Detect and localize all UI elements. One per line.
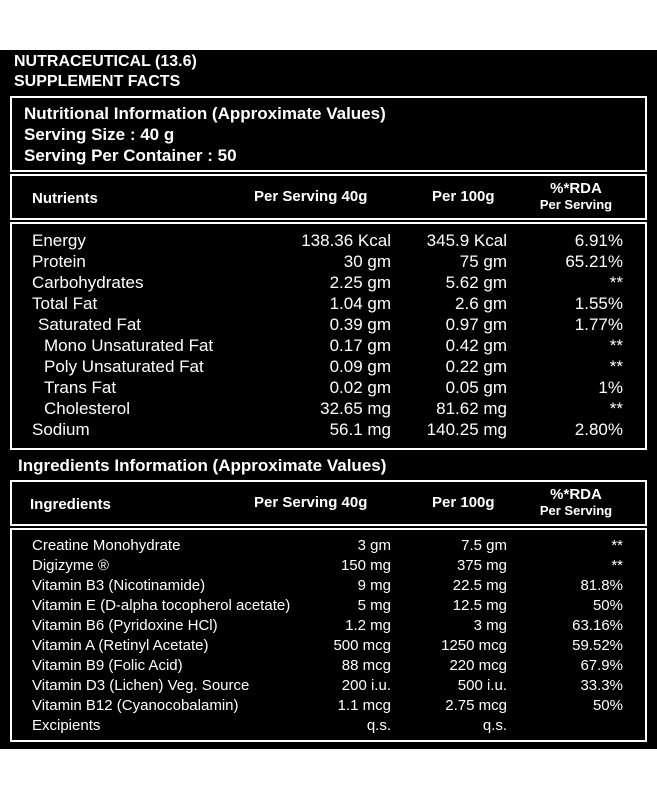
rda-value: 6.91%	[574, 231, 623, 250]
per-100g-value: 12.5 mg	[452, 597, 507, 614]
per-serving-value: 0.39 gm	[329, 315, 391, 334]
per-100g-value: 2.75 mcg	[445, 697, 507, 714]
ingredients-header-box	[10, 480, 647, 526]
per-serving-value: 150 mg	[340, 557, 391, 574]
table-row	[12, 657, 645, 678]
rda-value: **	[609, 336, 623, 355]
ingredient-name: Vitamin A (Retinyl Acetate)	[32, 637, 209, 654]
rda-value: 65.21%	[565, 252, 623, 271]
table-row	[12, 399, 645, 420]
rda-value: 50%	[592, 697, 623, 714]
nutrient-name: Poly Unsaturated Fat	[44, 357, 204, 376]
rda-header-sublabel: Per Serving	[539, 197, 613, 212]
nutrient-name: Total Fat	[32, 294, 98, 313]
per-100g-value: 0.22 gm	[445, 357, 507, 376]
nutrient-name: Cholesterol	[44, 399, 130, 418]
per-100g-value: 375 mg	[456, 557, 507, 574]
ingredient-name: Vitamin D3 (Lichen) Veg. Source	[32, 677, 250, 694]
per-100g-value: q.s.	[482, 717, 507, 734]
table-row	[12, 294, 645, 315]
per-100g-value: 345.9 Kcal	[426, 231, 507, 250]
per-serving-value: 0.17 gm	[329, 336, 391, 355]
rda-value: 67.9%	[580, 657, 623, 674]
per-100g-value: 500 i.u.	[457, 677, 507, 694]
nutrient-name: Carbohydrates	[32, 273, 144, 292]
rda-column-header	[521, 487, 631, 518]
per-100g-value: 220 mcg	[449, 657, 507, 674]
per-serving-value: 56.1 mg	[329, 420, 391, 439]
rda-value: 33.3%	[580, 677, 623, 694]
per-100g-value: 1250 mcg	[441, 637, 507, 654]
table-row	[12, 637, 645, 658]
table-row	[12, 677, 645, 698]
table-row	[12, 717, 645, 738]
ingredient-name: Vitamin B12 (Cyanocobalamin)	[32, 697, 239, 714]
ingredient-name: Vitamin E (D-alpha tocopherol acetate)	[32, 597, 291, 614]
per-serving-value: 9 mg	[357, 577, 391, 594]
nutrient-name: Trans Fat	[44, 378, 117, 397]
rda-value: 50%	[592, 597, 623, 614]
per-serving-value: 3 gm	[357, 537, 391, 554]
ingredient-name: Vitamin B9 (Folic Acid)	[32, 657, 183, 674]
rda-value: **	[611, 537, 623, 554]
per-serving-value: 32.65 mg	[320, 399, 391, 418]
table-row	[12, 315, 645, 336]
nutrient-name: Energy	[32, 231, 86, 250]
per-serving-column-header: Per Serving 40g	[254, 188, 368, 205]
supplement-facts-panel	[0, 50, 657, 749]
table-row	[12, 697, 645, 718]
rda-header-sublabel: Per Serving	[539, 503, 613, 518]
nutrient-name: Saturated Fat	[38, 315, 142, 334]
rda-value: 2.80%	[574, 420, 623, 439]
nutrients-column-header: Nutrients	[32, 190, 98, 207]
per-serving-value: 1.1 mcg	[337, 697, 391, 714]
per-serving-value: 1.2 mg	[345, 617, 391, 634]
rda-column-header	[521, 181, 631, 212]
per-serving-column-header: Per Serving 40g	[254, 494, 368, 511]
per-100g-value: 0.97 gm	[445, 315, 507, 334]
per-100g-value: 7.5 gm	[461, 537, 507, 554]
ingredients-table	[10, 528, 647, 742]
per-100g-value: 22.5 mg	[452, 577, 507, 594]
table-row	[12, 378, 645, 399]
rda-value: 81.8%	[580, 577, 623, 594]
per-serving-value: 200 i.u.	[341, 677, 391, 694]
rda-value: 63.16%	[572, 617, 623, 634]
per-100g-value: 140.25 mg	[426, 420, 507, 439]
per-100g-value: 0.05 gm	[445, 378, 507, 397]
per-100g-value: 5.62 gm	[445, 273, 507, 292]
ingredient-name: Vitamin B3 (Nicotinamide)	[32, 577, 206, 594]
ingredient-name: Creatine Monohydrate	[32, 537, 181, 554]
rda-value: 1%	[598, 378, 623, 397]
rda-value: 1.77%	[574, 315, 623, 334]
ingredients-column-header: Ingredients	[30, 496, 111, 513]
per-serving-value: 0.09 gm	[329, 357, 391, 376]
per-serving-value: 30 gm	[343, 252, 391, 271]
per-100g-value: 0.42 gm	[445, 336, 507, 355]
ingredient-name: Excipients	[32, 717, 101, 734]
table-row	[12, 357, 645, 378]
nutrients-table	[10, 222, 647, 450]
per-serving-value: 88 mcg	[341, 657, 391, 674]
per-serving-value: 0.02 gm	[329, 378, 391, 397]
per-serving-value: 2.25 gm	[329, 273, 391, 292]
nutrient-name: Sodium	[32, 420, 90, 439]
table-row	[12, 336, 645, 357]
ingredients-section-title: Ingredients Information (Approximate Values)	[18, 456, 387, 475]
rda-value: 1.55%	[574, 294, 623, 313]
per-100g-column-header: Per 100g	[432, 494, 495, 511]
per-100g-value: 81.62 mg	[436, 399, 507, 418]
table-row	[12, 577, 645, 598]
rda-value: **	[611, 557, 623, 574]
table-row	[12, 617, 645, 638]
per-100g-value: 75 gm	[459, 252, 507, 271]
rda-value: 59.52%	[572, 637, 623, 654]
rda-header-label: %*RDA	[550, 180, 602, 197]
table-row	[12, 273, 645, 294]
table-row	[12, 252, 645, 273]
rda-value: **	[609, 273, 623, 292]
per-serving-value: 1.04 gm	[329, 294, 391, 313]
per-100g-value: 2.6 gm	[455, 294, 507, 313]
rda-header-label: %*RDA	[550, 486, 602, 503]
rda-value: **	[609, 399, 623, 418]
per-100g-column-header: Per 100g	[432, 188, 495, 205]
serving-size: Serving Size : 40 g	[24, 125, 175, 144]
per-100g-value: 3 mg	[473, 617, 507, 634]
servings-per-container: Serving Per Container : 50	[24, 146, 237, 165]
per-serving-value: 138.36 Kcal	[301, 231, 391, 250]
nutrient-name: Mono Unsaturated Fat	[44, 336, 214, 355]
table-row	[12, 597, 645, 618]
table-row	[12, 231, 645, 252]
nutritional-info-box	[10, 96, 647, 172]
table-row	[12, 420, 645, 441]
nutrients-header-box	[10, 174, 647, 220]
rda-value: **	[609, 357, 623, 376]
ingredient-name: Vitamin B6 (Pyridoxine HCl)	[32, 617, 218, 634]
ingredient-name: Digizyme ®	[32, 557, 109, 574]
supplement-facts-heading: SUPPLEMENT FACTS	[14, 73, 181, 90]
per-serving-value: 500 mcg	[333, 637, 391, 654]
per-serving-value: q.s.	[366, 717, 391, 734]
table-row	[12, 557, 645, 578]
table-row	[12, 537, 645, 558]
per-serving-value: 5 mg	[357, 597, 391, 614]
product-title: NUTRACEUTICAL (13.6)	[14, 53, 197, 70]
nutritional-info-title: Nutritional Information (Approximate Values)	[24, 104, 386, 123]
nutrient-name: Protein	[32, 252, 86, 271]
